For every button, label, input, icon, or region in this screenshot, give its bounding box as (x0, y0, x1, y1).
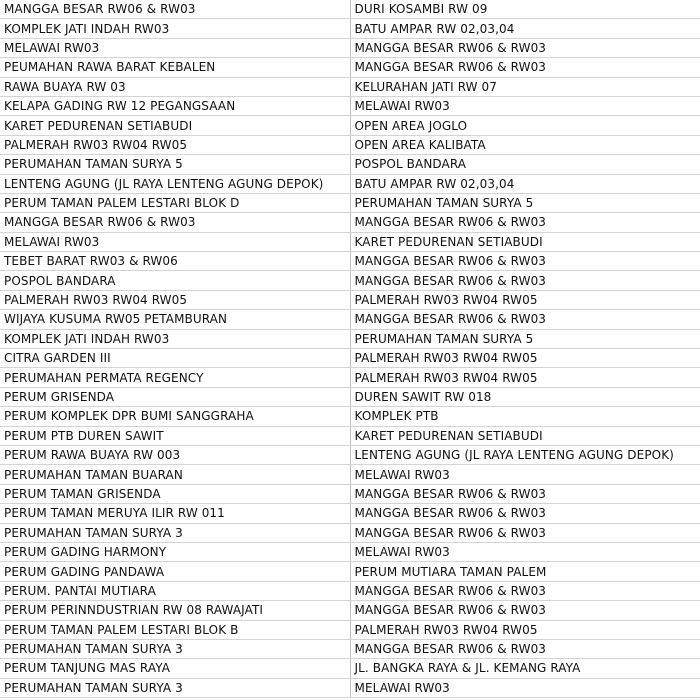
cell-column-a[interactable]: MANGGA BESAR RW06 & RW03 (0, 213, 350, 232)
cell-column-a[interactable]: PERUM TANJUNG MAS RAYA (0, 659, 350, 678)
cell-column-a[interactable]: PALMERAH RW03 RW04 RW05 (0, 135, 350, 154)
table-row (0, 155, 700, 174)
cell-column-a[interactable]: PERUM. PANTAI MUTIARA (0, 581, 350, 600)
cell-column-b[interactable]: MANGGA BESAR RW06 & RW03 (350, 38, 700, 57)
cell-column-b[interactable]: MELAWAI RW03 (350, 465, 700, 484)
cell-column-a[interactable]: PERUMAHAN TAMAN BUARAN (0, 465, 350, 484)
table-row (0, 581, 700, 600)
table-row (0, 193, 700, 212)
cell-column-b[interactable]: MANGGA BESAR RW06 & RW03 (350, 601, 700, 620)
cell-column-a[interactable]: KOMPLEK JATI INDAH RW03 (0, 329, 350, 348)
cell-column-a[interactable]: PERUMAHAN TAMAN SURYA 5 (0, 155, 350, 174)
table-row (0, 542, 700, 561)
cell-column-a[interactable]: PERUM TAMAN PALEM LESTARI BLOK D (0, 193, 350, 212)
table-row (0, 368, 700, 387)
cell-column-a[interactable]: PERUM KOMPLEK DPR BUMI SANGGRAHA (0, 407, 350, 426)
table-row (0, 678, 700, 697)
table-row (0, 523, 700, 542)
cell-column-a[interactable]: PERUM PTB DUREN SAWIT (0, 426, 350, 445)
cell-column-b[interactable]: MANGGA BESAR RW06 & RW03 (350, 639, 700, 658)
cell-column-a[interactable]: PERUM PERINNDUSTRIAN RW 08 RAWAJATI (0, 601, 350, 620)
cell-column-b[interactable]: PERUMAHAN TAMAN SURYA 5 (350, 329, 700, 348)
cell-column-b[interactable]: POSPOL BANDARA (350, 155, 700, 174)
table-row (0, 484, 700, 503)
table-row (0, 426, 700, 445)
cell-column-b[interactable]: MANGGA BESAR RW06 & RW03 (350, 271, 700, 290)
cell-column-b[interactable]: PALMERAH RW03 RW04 RW05 (350, 290, 700, 309)
table-row (0, 116, 700, 135)
table-row (0, 329, 700, 348)
cell-column-b[interactable]: KARET PEDURENAN SETIABUDI (350, 232, 700, 251)
table-row (0, 659, 700, 678)
cell-column-b[interactable]: KELURAHAN JATI RW 07 (350, 77, 700, 96)
cell-column-a[interactable]: TEBET BARAT RW03 & RW06 (0, 252, 350, 271)
cell-column-b[interactable]: KOMPLEK PTB (350, 407, 700, 426)
cell-column-a[interactable]: PERUM GADING HARMONY (0, 542, 350, 561)
cell-column-b[interactable]: DUREN SAWIT RW 018 (350, 387, 700, 406)
table-row (0, 252, 700, 271)
table-row (0, 232, 700, 251)
cell-column-b[interactable]: KARET PEDURENAN SETIABUDI (350, 426, 700, 445)
table-row (0, 445, 700, 464)
cell-column-b[interactable]: PERUMAHAN TAMAN SURYA 5 (350, 193, 700, 212)
table-row (0, 639, 700, 658)
cell-column-b[interactable]: BATU AMPAR RW 02,03,04 (350, 174, 700, 193)
table-row (0, 213, 700, 232)
cell-column-a[interactable]: POSPOL BANDARA (0, 271, 350, 290)
table-row (0, 174, 700, 193)
cell-column-a[interactable]: WIJAYA KUSUMA RW05 PETAMBURAN (0, 310, 350, 329)
table-row (0, 387, 700, 406)
table-row (0, 310, 700, 329)
cell-column-a[interactable]: LENTENG AGUNG (JL RAYA LENTENG AGUNG DEPOK) (0, 174, 350, 193)
cell-column-a[interactable]: PEUMAHAN RAWA BARAT KEBALEN (0, 58, 350, 77)
cell-column-b[interactable]: MANGGA BESAR RW06 & RW03 (350, 523, 700, 542)
table-row (0, 58, 700, 77)
table-row (0, 601, 700, 620)
cell-column-a[interactable]: RAWA BUAYA RW 03 (0, 77, 350, 96)
cell-column-a[interactable]: PERUMAHAN TAMAN SURYA 3 (0, 639, 350, 658)
cell-column-a[interactable]: PERUM GRISENDA (0, 387, 350, 406)
table-row (0, 620, 700, 639)
cell-column-a[interactable]: PERUMAHAN TAMAN SURYA 3 (0, 523, 350, 542)
cell-column-b[interactable]: MANGGA BESAR RW06 & RW03 (350, 484, 700, 503)
table-row (0, 504, 700, 523)
table-row (0, 77, 700, 96)
cell-column-a[interactable]: KARET PEDURENAN SETIABUDI (0, 116, 350, 135)
cell-column-a[interactable]: PALMERAH RW03 RW04 RW05 (0, 290, 350, 309)
cell-column-a[interactable]: PERUM RAWA BUAYA RW 003 (0, 445, 350, 464)
cell-column-a[interactable]: MANGGA BESAR RW06 & RW03 (0, 0, 350, 19)
table-row (0, 465, 700, 484)
table-row (0, 38, 700, 57)
cell-column-a[interactable]: KELAPA GADING RW 12 PEGANGSAAN (0, 96, 350, 115)
cell-column-b[interactable]: PERUM MUTIARA TAMAN PALEM (350, 562, 700, 581)
cell-column-b[interactable]: OPEN AREA KALIBATA (350, 135, 700, 154)
cell-column-b[interactable]: MELAWAI RW03 (350, 96, 700, 115)
table-row (0, 562, 700, 581)
cell-column-a[interactable]: KOMPLEK JATI INDAH RW03 (0, 19, 350, 38)
table-row (0, 271, 700, 290)
table-row (0, 0, 700, 19)
cell-column-a[interactable]: PERUMAHAN PERMATA REGENCY (0, 368, 350, 387)
cell-column-a[interactable]: MELAWAI RW03 (0, 38, 350, 57)
table-row (0, 407, 700, 426)
cell-column-b[interactable]: MELAWAI RW03 (350, 678, 700, 697)
cell-column-b[interactable]: DURI KOSAMBI RW 09 (350, 0, 700, 19)
cell-column-a[interactable]: PERUM TAMAN GRISENDA (0, 484, 350, 503)
cell-column-a[interactable]: PERUMAHAN TAMAN SURYA 3 (0, 678, 350, 697)
cell-column-b[interactable]: PALMERAH RW03 RW04 RW05 (350, 368, 700, 387)
cell-column-b[interactable]: MANGGA BESAR RW06 & RW03 (350, 58, 700, 77)
cell-column-b[interactable]: PALMERAH RW03 RW04 RW05 (350, 349, 700, 368)
cell-column-b[interactable]: MELAWAI RW03 (350, 542, 700, 561)
cell-column-b[interactable]: MANGGA BESAR RW06 & RW03 (350, 213, 700, 232)
cell-column-b[interactable]: OPEN AREA JOGLO (350, 116, 700, 135)
cell-column-a[interactable]: MELAWAI RW03 (0, 232, 350, 251)
cell-column-a[interactable]: CITRA GARDEN III (0, 349, 350, 368)
cell-column-a[interactable]: PERUM TAMAN MERUYA ILIR RW 011 (0, 504, 350, 523)
cell-column-b[interactable]: PALMERAH RW03 RW04 RW05 (350, 620, 700, 639)
cell-column-a[interactable]: PERUM TAMAN PALEM LESTARI BLOK B (0, 620, 350, 639)
cell-column-b[interactable]: MANGGA BESAR RW06 & RW03 (350, 310, 700, 329)
table-row (0, 349, 700, 368)
cell-column-b[interactable]: JL. BANGKA RAYA & JL. KEMANG RAYA (350, 659, 700, 678)
table-row (0, 96, 700, 115)
table-row (0, 290, 700, 309)
cell-column-b[interactable]: BATU AMPAR RW 02,03,04 (350, 19, 700, 38)
table-row (0, 19, 700, 38)
table-row (0, 135, 700, 154)
cell-column-b[interactable]: LENTENG AGUNG (JL RAYA LENTENG AGUNG DEPOK) (350, 445, 700, 464)
cell-column-a[interactable]: PERUM GADING PANDAWA (0, 562, 350, 581)
cell-column-b[interactable]: MANGGA BESAR RW06 & RW03 (350, 252, 700, 271)
cell-column-b[interactable]: MANGGA BESAR RW06 & RW03 (350, 504, 700, 523)
cell-column-b[interactable]: MANGGA BESAR RW06 & RW03 (350, 581, 700, 600)
